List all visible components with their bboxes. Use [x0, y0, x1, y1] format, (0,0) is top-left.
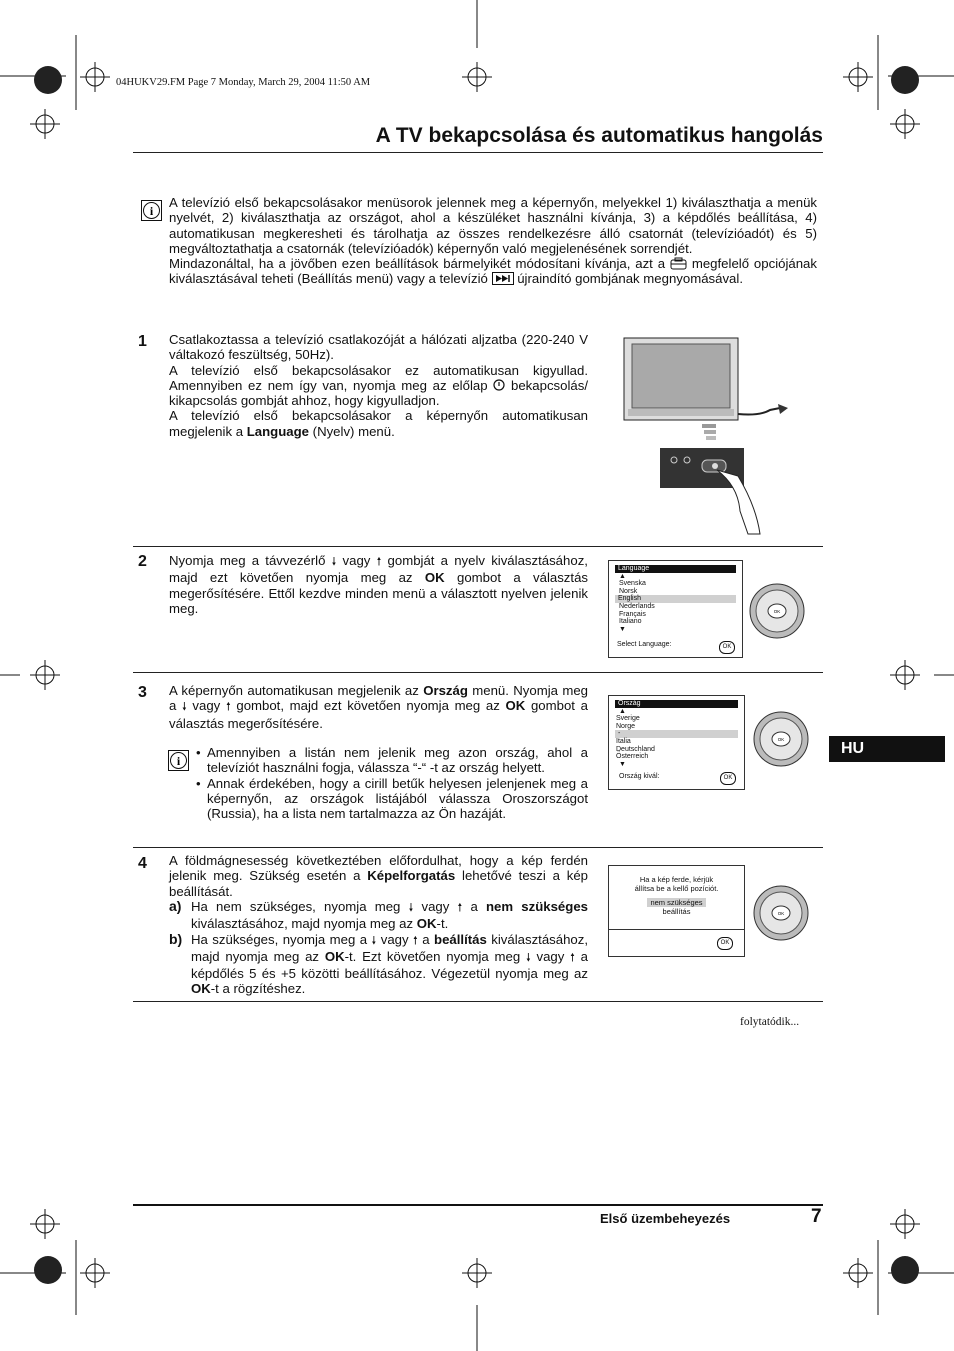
up-arrow-icon: 🠕 [376, 556, 382, 568]
step-3-text: A képernyőn automatikusan megjelenik az Ország menü. Nyomja meg a 🠗 vagy 🠕 gombot, majd ezt követően nyomja meg az OK gombot a választás megerősítésére. [169, 683, 588, 731]
step-divider-2 [133, 672, 823, 673]
remote-ok-label: OK [773, 609, 781, 614]
down-arrow-icon: 🠗 [371, 934, 377, 947]
menu-item: Österreich [616, 753, 649, 761]
language-menu-title: Language [615, 565, 736, 573]
country-menu-screen [608, 695, 745, 790]
footer-section-label: Első üzembeheyezés [600, 1211, 731, 1226]
language-tab-hu: HU [829, 736, 945, 762]
page-number: 7 [811, 1206, 822, 1227]
toolbox-icon [670, 257, 687, 270]
info-icon [168, 750, 189, 771]
remote-ok-label: OK [777, 737, 785, 742]
menu-item: Nederlands [619, 602, 655, 610]
step-4-option-a: a) Ha nem szükséges, nyomja meg 🠗 vagy 🠕 a nem szükséges kiválasztásához, majd nyomja meg az OK-t. b) Ha szükséges, nyomja meg a 🠗 vagy 🠕 a beállítás kiválasztásához, majd nyomja meg az OK-t. Ezt követően nyomja meg 🠗 vagy 🠕 a képdőlés 5 és +5 közötti beállításához. Végezetül nyomja meg az OK-t a rögzítéshez. [169, 898, 589, 997]
country-menu-footer: Ország kivál: [619, 773, 660, 780]
down-arrow-icon: ▼ [619, 760, 626, 768]
tilt-option-selected: nem szükséges [647, 898, 705, 907]
step-2-number: 2 [138, 553, 147, 570]
restart-button-icon [492, 272, 514, 285]
ok-icon: OK [719, 641, 735, 654]
intro-paragraph-2b: megfelelő opciójának kiválasztásával teheti (Beállítás menü) vagy a televízió [169, 256, 817, 287]
step-4-number: 4 [138, 855, 147, 872]
down-arrow-icon: 🠗 [408, 902, 414, 914]
menu-item: Italia [616, 737, 631, 745]
svg-text:i: i [176, 754, 181, 768]
note-1: Amennyiben a listán nem jelenik meg azon ország, ahol a televíziót használni fogja, válassza “-“ -t az ország helyett. [207, 745, 588, 776]
menu-item: Norsk [619, 587, 638, 595]
language-menu-footer: Select Language: [617, 641, 672, 648]
note-2: Annak érdekében, hogy a cirill betűk helyesen jelenjenek meg a képernyőn, az országok listájából válassza Oroszországot (Russia), ha a lista nem tartalmazza az Ön hazáját. [207, 775, 588, 822]
page-title: A TV bekapcsolása és automatikus hangolás [375, 124, 823, 147]
menu-item: Sverige [616, 715, 640, 723]
ok-icon: OK [720, 772, 736, 785]
down-arrow-icon: 🠗 [331, 556, 337, 568]
up-arrow-icon: ▲ [619, 572, 626, 580]
continued-note: folytatódik... [740, 1016, 800, 1028]
intro-paragraph-1: A televízió első bekapcsolásakor menüsorok jelennek meg a képernyőn, melyekkel 1) kiválaszthatja a menük nyelvét, 2) kiválaszthatja az országot, ahol a készüléket használni kívánja, 3) a képdőlés beállítása, 4) automatikusan megkeresheti és tárolhatja az összes rendelkezésre álló csatornát (televízióadót) és 5) megváltoztathatja a csatornák (televízióadók) képernyőn való megjelenésének sorrendjét. [169, 195, 817, 256]
step-4-text: A földmágnesesség következtében előfordulhat, hogy a kép ferdén jelenik meg. Szükség esetén a Képelforgatás lehetővé teszi a kép beállítását. [169, 853, 588, 899]
remote-dpad [748, 582, 806, 640]
remote-dpad [752, 884, 810, 942]
up-arrow-icon: 🠕 [413, 934, 418, 947]
step-2-text: Nyomja meg a távvezérlő 🠗 vagy 🠕 gombját a nyelv kiválasztásához, majd ezt követően nyomja meg az OK gombot a választás megerősítésére. Ettől kezdve minden menü a választott nyelven jelenik meg. [169, 553, 588, 616]
power-icon [493, 379, 505, 391]
tilt-message-1: Ha a kép ferde, kérjük [639, 875, 714, 884]
country-menu-title: Ország [615, 700, 738, 708]
menu-item: Italiano [619, 618, 642, 626]
tilt-option: beállítás [662, 907, 691, 916]
tv-illustration [620, 336, 800, 536]
info-icon [141, 200, 162, 221]
intro-paragraph-2c: újraindító gombjának megnyomásával. [517, 271, 743, 287]
title-rule [133, 152, 823, 153]
intro-text [169, 195, 817, 287]
menu-item-selected: - [615, 730, 738, 738]
step-3-number: 3 [138, 684, 147, 701]
step-1-text: Csatlakoztassa a televízió csatlakozóját a hálózati aljzatba (220-240 V váltakozó feszültség, 50Hz). A televízió első bekapcsolásakor ez automatikusan kigyullad. Amennyiben ez nem így van, nyomja meg az előlap bekapcsolás/ kikapcsolás gombját ahhoz, hogy kigyulladjon. A televízió első bekapcsolásakor a képernyőn automatikusan megjelenik a Language (Nyelv) menü. [169, 332, 588, 439]
remote-ok-label: OK [777, 911, 785, 916]
down-arrow-icon: ▼ [619, 625, 626, 633]
step-divider-1 [133, 546, 823, 547]
menu-item-selected: English [615, 595, 736, 603]
file-info-header: 04HUKV29.FM Page 7 Monday, March 29, 2004 11:50 AM [116, 77, 371, 88]
step-1-number: 1 [138, 333, 147, 350]
svg-text:i: i [149, 204, 154, 218]
footer-rule [133, 1204, 823, 1206]
menu-item: Français [619, 610, 646, 618]
language-menu-screen [608, 560, 743, 658]
menu-item: Norge [616, 722, 636, 730]
tilt-message-2: állítsa be a kellő pozíciót. [634, 884, 719, 893]
ok-icon: OK [717, 937, 733, 950]
step-3-notes: • Amennyiben a listán nem jelenik meg azon ország, ahol a televíziót használni fogja, válassza “-“ -t az ország helyett. • Annak érdekében, hogy a cirill betűk helyesen jelenjenek meg a képernyőn, az országok listájából válassza Oroszországot (Russia), ha a lista nem tartalmazza az Ön hazáját. [196, 745, 588, 822]
menu-item: Svenska [619, 580, 646, 588]
up-arrow-icon: ▲ [619, 707, 626, 715]
up-arrow-icon: 🠕 [457, 902, 463, 914]
tilt-menu-screen [608, 865, 745, 957]
down-arrow-icon: 🠗 [525, 951, 531, 964]
down-arrow-icon: 🠗 [182, 701, 187, 714]
step-divider-4 [133, 1001, 823, 1002]
step-divider-3 [133, 847, 823, 848]
menu-item: Deutschland [616, 745, 655, 753]
remote-dpad [752, 710, 810, 768]
up-arrow-icon: 🠕 [225, 701, 231, 714]
intro-paragraph-2a: Mindazonáltal, ha a jövőben ezen beállítások bármelyikét módosítani kívánja, azt a [169, 256, 666, 272]
up-arrow-icon: 🠕 [570, 951, 575, 964]
